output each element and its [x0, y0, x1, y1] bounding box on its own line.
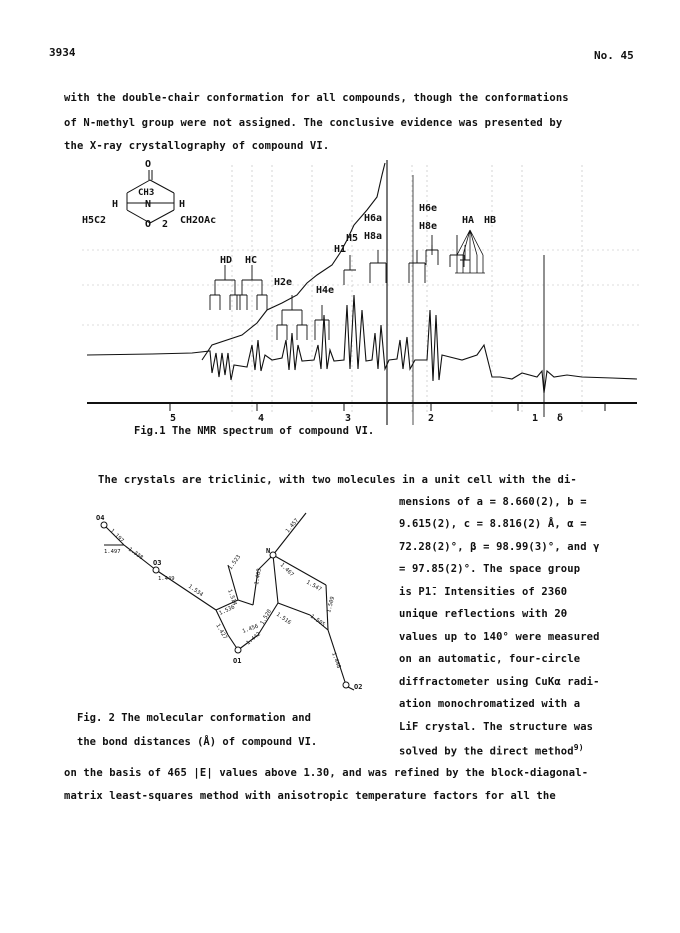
structure-hydrogen: H [112, 199, 119, 210]
bond-length: 1.456 [241, 623, 260, 635]
body-line: 72.28(2)°, β = 98.99(3)°, and γ [399, 541, 600, 553]
bond-length: 1.467 [278, 562, 295, 579]
position-number: 2 [162, 219, 169, 230]
atom-label: N [266, 547, 271, 555]
structure-oxygen: O [145, 159, 152, 170]
bond-length: 1.442 [245, 631, 262, 647]
axis-tick-label: 3 [345, 413, 352, 424]
body-line: diffractometer using CuKα radi- [399, 676, 600, 688]
axis-tick-label: 2 [428, 413, 435, 424]
peak-label: H1 [334, 244, 347, 255]
body-line: of N-methyl group were not assigned. The conclusive evidence was presented by [64, 117, 563, 129]
peak-label: HD [220, 255, 233, 266]
bond-length: 1.516 [274, 611, 292, 627]
molecular-conformation-figure [88, 505, 378, 695]
body-line: LiF crystal. The structure was [399, 721, 594, 733]
structure-nitrogen: N [145, 199, 152, 210]
axis-tick-label: 5 [170, 413, 177, 424]
ring-methyl: CH3 [138, 188, 155, 198]
figure1-caption: Fig.1 The NMR spectrum of compound VI. [134, 425, 375, 437]
bond-length: 1.514 [226, 588, 238, 607]
axis-tick-label: 4 [258, 413, 265, 424]
body-line: mensions of a = 8.660(2), b = [399, 496, 587, 508]
atom-circles [101, 522, 349, 688]
bond-length: 1.427 [214, 623, 228, 641]
peak-label: HC [245, 255, 258, 266]
peak-label: H2e [274, 277, 293, 288]
bond-length: 1.520 [259, 608, 274, 626]
bond-length: 1.448 [330, 651, 342, 670]
bond-length: 1.534 [186, 583, 204, 599]
body-line: with the double-chair conformation for all compounds, though the conformations [64, 92, 569, 104]
bond-length: 1.197 [108, 528, 125, 545]
issue-number: No. 45 [594, 49, 634, 62]
peak-label: HB [484, 215, 497, 226]
bond-length: 1.457 [284, 517, 301, 535]
bond-length: 1.338 [126, 546, 144, 562]
peak-label: H5 [346, 233, 359, 244]
peak-label: H6e [419, 203, 438, 214]
body-line: unique reflections with 2θ [399, 608, 568, 620]
body-line: values up to 140° were measured [399, 631, 600, 643]
bond-length: 1.509 [326, 595, 337, 614]
atom-label: O3 [153, 559, 162, 567]
nmr-spectrum-figure [82, 155, 642, 445]
peak-label: HA [462, 215, 475, 226]
body-line: 9.615(2), c = 8.816(2) Å, α = [399, 518, 587, 530]
figure2-caption: Fig. 2 The molecular conformation and [77, 712, 311, 724]
body-line: ation monochromatized with a [399, 698, 581, 710]
peak-label: H4e [316, 285, 335, 296]
axis-tick-label: 1 [532, 413, 539, 424]
atom-label: O4 [96, 514, 105, 522]
peak-label: H8e [419, 221, 438, 232]
hahb-multiplet-fan [455, 230, 485, 273]
footnote-ref: 9) [573, 743, 584, 752]
body-line: on the basis of 465 |E| values above 1.30, and was refined by the block-diagonal- [64, 767, 589, 779]
body-line: is P1̄. Intensities of 2360 [399, 586, 568, 598]
bond-length: 1.449 [158, 576, 175, 582]
bond-length: 1.536 [218, 604, 236, 617]
left-substituent: H5C2 [82, 215, 107, 226]
peak-label: H8a [364, 231, 383, 242]
axis-tick-label: δ [557, 413, 564, 424]
peak-label: H6a [364, 213, 383, 224]
page-number: 3934 [49, 46, 76, 59]
peak-labels [220, 203, 496, 296]
atom-label: O2 [354, 683, 363, 691]
bond-length: 1.505 [308, 613, 326, 629]
structure-hydrogen: H [179, 199, 186, 210]
figure2-caption: the bond distances (Å) of compound VI. [77, 736, 318, 748]
body-line: = 97.85(2)°. The space group [399, 563, 581, 575]
atom-labels [96, 514, 362, 691]
right-substituent: CH2OAc [180, 215, 217, 226]
chemical-structure [82, 159, 216, 230]
bond-length: 1.547 [305, 579, 323, 594]
spectrum-trace [87, 295, 637, 393]
bond-length: 1.497 [104, 549, 121, 555]
bond-length: 1.523 [227, 554, 243, 572]
body-line: The crystals are triclinic, with two molecules in a unit cell with the di- [98, 474, 577, 486]
bond-lines [104, 513, 354, 690]
body-line [399, 743, 584, 758]
body-line: matrix least-squares method with anisotropic temperature factors for all the [64, 790, 556, 802]
ring-oxygen: O [145, 219, 152, 230]
bond-length: 1.463 [254, 567, 263, 586]
body-line: on an automatic, four-circle [399, 653, 581, 665]
atom-label: O1 [233, 657, 242, 665]
bond-length-labels [104, 518, 341, 670]
body-line: the X-ray crystallography of compound VI. [64, 140, 330, 152]
body-line-text: solved by the direct method [399, 745, 574, 758]
